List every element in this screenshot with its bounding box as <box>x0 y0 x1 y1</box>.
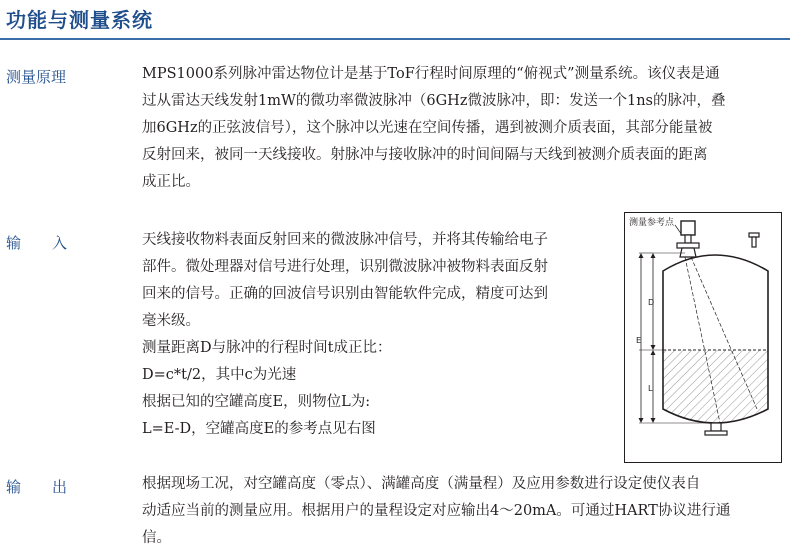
side-nozzle <box>749 233 759 237</box>
section-label-principle: 测量原理 <box>6 68 67 86</box>
input-line: 根据已知的空罐高度E，则物位L为: <box>142 394 371 410</box>
output-line: 根据现场工况，对空罐高度（零点）、满罐高度（满量程）及应用参数进行设定使仪表自 <box>142 476 701 492</box>
principle-line: 加6GHz的正弦波信号），这个脉冲以光速在空间传播，遇到被测介质表面，其部分能量被 <box>142 120 713 136</box>
input-line: L=E-D，空罐高度E的参考点见右图 <box>142 421 376 437</box>
tank-diagram <box>624 212 782 463</box>
page-title: 功能与测量系统 <box>6 8 153 32</box>
principle-line: 成正比。 <box>142 174 200 190</box>
input-paragraph <box>142 227 612 443</box>
tank-drawing <box>625 213 781 462</box>
reference-point-label: 测量参考点 <box>629 218 675 228</box>
antenna-horn <box>680 248 696 257</box>
dim-d-label: D <box>648 298 655 307</box>
sensor-head <box>681 221 695 235</box>
input-line: 天线接收物料表面反射回来的微波脉冲信号，并将其传输给电子 <box>142 232 548 248</box>
dim-l-label: L <box>648 384 653 393</box>
input-line: D=c*t/2，其中c为光速 <box>142 367 297 383</box>
sensor-neck <box>685 235 691 243</box>
principle-line: MPS1000系列脉冲雷达物位计是基于ToF行程时间原理的“俯视式”测量系统。该仪表是通 <box>142 66 720 82</box>
label-char: 入 <box>52 234 68 252</box>
input-line: 回来的信号。正确的回波信号识别由智能软件完成，精度可达到 <box>142 286 548 302</box>
label-char: 输 <box>6 478 22 496</box>
title-divider <box>0 38 790 40</box>
input-line: 部件。微处理器对信号进行处理，识别微波脉冲被物料表面反射 <box>142 259 548 275</box>
dim-e-label: E <box>636 336 642 345</box>
input-line: 毫米级。 <box>142 313 200 329</box>
principle-paragraph <box>142 61 782 196</box>
liquid-fill <box>663 350 768 422</box>
principle-line: 反射回来，被同一天线接收。射脉冲与接收脉冲的时间间隔与天线到被测介质表面的距离 <box>142 147 708 163</box>
bottom-outlet <box>711 423 721 431</box>
sensor-flange <box>677 243 699 248</box>
label-char: 出 <box>52 478 68 496</box>
output-line: 信。 <box>142 530 171 546</box>
input-line: 测量距离D与脉冲的行程时间t成正比： <box>142 340 392 356</box>
side-nozzle-pipe <box>752 237 756 247</box>
output-line: 动适应当前的测量应用。根据用户的量程设定对应输出4～20mA。可通过HART协议进行通 <box>142 503 731 519</box>
principle-line: 过从雷达天线发射1mW的微功率微波脉冲（6GHz微波脉冲，即：发送一个1ns的脉冲，叠 <box>142 93 726 109</box>
label-char: 输 <box>6 234 22 252</box>
bottom-flange <box>705 431 727 435</box>
output-paragraph <box>142 471 782 552</box>
